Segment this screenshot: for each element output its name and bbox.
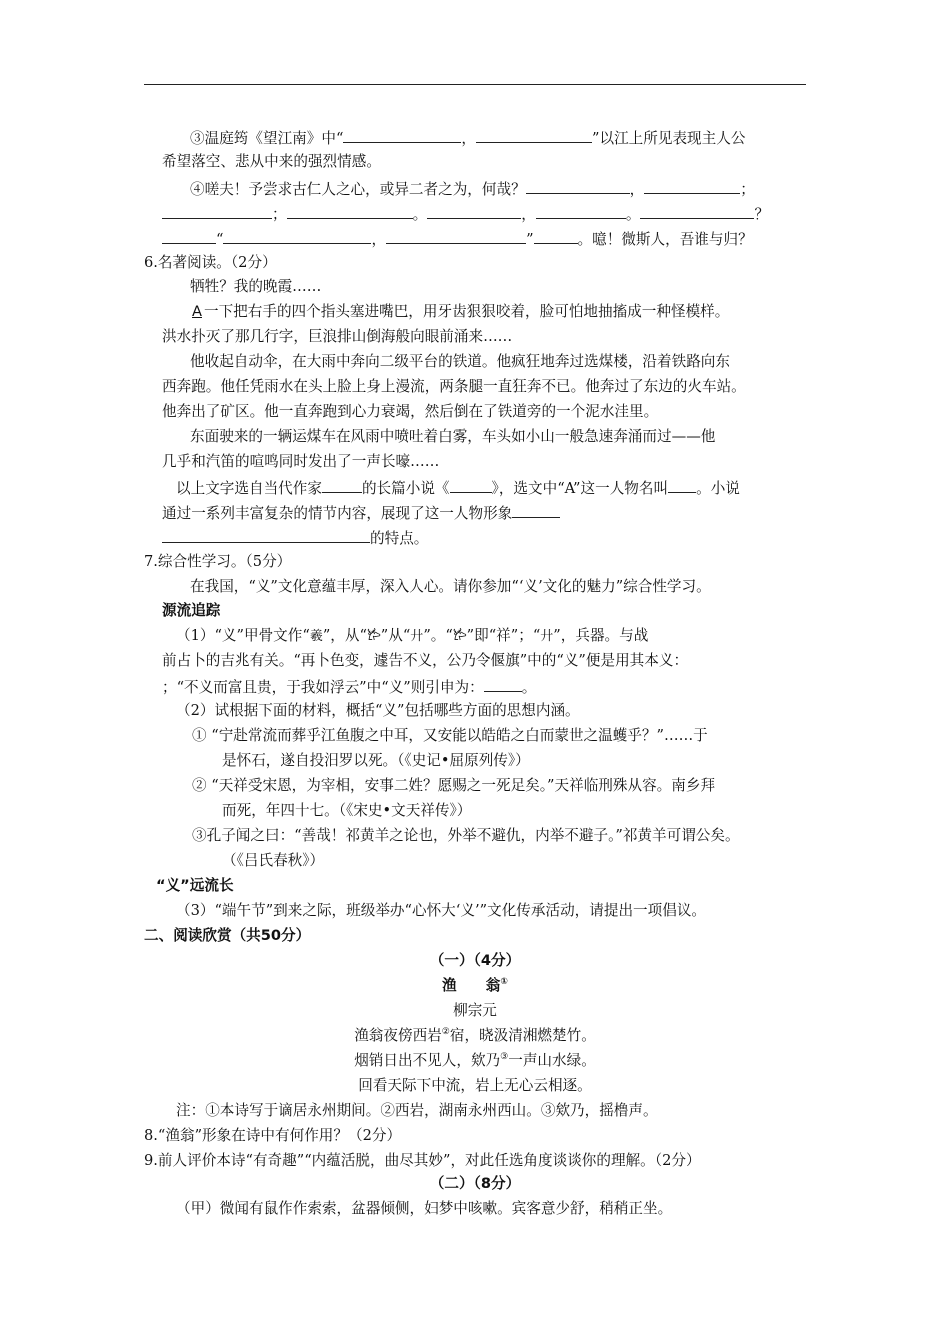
footnote-mark: ① bbox=[500, 977, 508, 988]
sheep-glyph-icon: 𐂂 bbox=[452, 629, 467, 644]
answer-blank[interactable] bbox=[450, 477, 492, 493]
text: ， bbox=[461, 130, 477, 147]
answer-blank[interactable] bbox=[536, 203, 626, 219]
answer-blank[interactable] bbox=[640, 203, 754, 219]
text: ” bbox=[526, 231, 534, 248]
q7-material1-line1: ① “宁赴常流而葬乎江鱼腹之中耳，又安能以皓皓之白而蒙世之温蠖乎？”……于 bbox=[192, 727, 708, 744]
header-rule bbox=[144, 84, 806, 85]
part2-sub2-heading: （二）（8分） bbox=[429, 1175, 521, 1192]
q6-para2-line1 bbox=[190, 302, 729, 322]
text: ， bbox=[371, 231, 387, 248]
poem-notes: 注：①本诗写于谪居永州期间。②西岩，湖南永州西山。③欸乃，摇橹声。 bbox=[176, 1102, 658, 1119]
text: 宿，晓汲清湘燃楚竹。 bbox=[449, 1027, 596, 1044]
q7-material2-line2: 而死，年四十七。（《宋史•文天祥传》） bbox=[222, 802, 472, 819]
q7-s1-line3 bbox=[162, 676, 536, 698]
q6-para1: 牺牲？我的晚霞…… bbox=[190, 278, 322, 295]
q7-s1-line1 bbox=[176, 626, 648, 647]
text: 》，选文中“A”这一人物名叫 bbox=[491, 480, 669, 497]
answer-blank[interactable] bbox=[287, 203, 413, 219]
footnote-mark: ② bbox=[441, 1027, 450, 1038]
oracle-bone-glyph-icon: 羲 bbox=[309, 629, 323, 644]
footnote-mark: ③ bbox=[500, 1052, 509, 1063]
text: ③温庭筠《望江南》中“ bbox=[190, 130, 344, 147]
answer-blank[interactable] bbox=[526, 178, 630, 194]
q6-para3-line3: 他奔出了矿区。他一直奔跑到心力衰竭，然后倒在了铁道旁的一个泥水洼里。 bbox=[162, 403, 659, 420]
text: 。 bbox=[412, 206, 428, 223]
q7-section-source: 源流追踪 bbox=[162, 602, 221, 619]
q7-s2: （2）试根据下面的材料，概括“义”包括哪些方面的思想内涵。 bbox=[176, 702, 580, 719]
q6-heading: 6.名著阅读。（2分） bbox=[144, 254, 277, 271]
text: ； bbox=[740, 181, 755, 198]
text: ”即“祥”；“ bbox=[466, 627, 541, 644]
weapon-glyph-icon: 廾 bbox=[410, 629, 424, 644]
answer-blank[interactable] bbox=[162, 527, 370, 543]
answer-blank[interactable] bbox=[386, 228, 526, 244]
q6-task-line2 bbox=[162, 502, 560, 524]
text: “ bbox=[216, 231, 224, 248]
text: ④嗟夫！予尝求古仁人之心，或异二者之为，何哉？ bbox=[190, 181, 526, 198]
q6-task-line3 bbox=[162, 527, 428, 549]
text: ”，从“ bbox=[322, 627, 367, 644]
text: 渔 翁 bbox=[441, 977, 501, 994]
answer-blank[interactable] bbox=[484, 676, 522, 692]
q7-material3-line1: ③孔子闻之曰：“善哉！祁黄羊之论也，外举不避仇，内举不避子。”祁黄羊可谓公矣。 bbox=[192, 827, 740, 844]
q7-s1-line2: 前占卜的吉兆有关。“再卜色变，遽告不义，公乃令偃旗”中的“义”便是用其本义： bbox=[162, 652, 689, 669]
text: 通过一系列丰富复杂的情节内容，展现了这一人物形象 bbox=[162, 505, 513, 522]
text: ， bbox=[629, 181, 645, 198]
part2-sub1-heading: （一）（4分） bbox=[429, 952, 521, 969]
answer-blank[interactable] bbox=[512, 502, 560, 518]
text: ；“不义而富且贵，于我如浮云”中“义”则引申为： bbox=[162, 679, 484, 696]
poem-line-1 bbox=[0, 1026, 950, 1046]
q8: 8.“渔翁”形象在诗中有何作用？（2分） bbox=[144, 1127, 402, 1144]
q7-material1-line2: 是怀石，遂自投汨罗以死。（《史记•屈原列传》） bbox=[222, 752, 530, 769]
q5-item4-line2 bbox=[162, 203, 769, 225]
q5-item4-line1 bbox=[190, 178, 755, 200]
q5-item3-line2: 希望落空、悲从中来的强烈情感。 bbox=[162, 153, 381, 170]
text: ； bbox=[272, 206, 287, 223]
q6-para4-line1: 东面驶来的一辆运煤车在风雨中喷吐着白雾，车头如小山一般急速奔涌而过——他 bbox=[190, 428, 716, 445]
character-mark: A bbox=[192, 303, 202, 320]
q7-material2-line1: ② “天祥受宋恩，为宰相，安事二姓？愿赐之一死足矣。”天祥临刑殊从容。南乡拜 bbox=[192, 777, 716, 794]
poem-line-2 bbox=[0, 1051, 950, 1071]
text: 。小说 bbox=[696, 480, 740, 497]
weapon-glyph-icon: 廾 bbox=[540, 629, 554, 644]
text: 一下把右手的四个指头塞进嘴巴，用牙齿狠狠咬着，脸可怕地抽搐成一种怪模样。 bbox=[203, 303, 730, 320]
text: ”，兵器。与战 bbox=[553, 627, 649, 644]
text: ”。“ bbox=[423, 627, 453, 644]
sheep-glyph-icon: 𐂂 bbox=[366, 629, 381, 644]
answer-blank[interactable] bbox=[162, 228, 216, 244]
answer-blank[interactable] bbox=[322, 477, 362, 493]
answer-blank[interactable] bbox=[644, 178, 740, 194]
text: 的特点。 bbox=[370, 530, 429, 547]
q7-intro: 在我国，“义”文化意蕴丰厚，深入人心。请你参加“‘义’文化的魅力”综合性学习。 bbox=[190, 578, 711, 595]
answer-blank[interactable] bbox=[476, 127, 592, 143]
answer-blank[interactable] bbox=[343, 127, 461, 143]
text: 。 bbox=[521, 679, 537, 696]
text: 的长篇小说《 bbox=[361, 480, 450, 497]
poem-title bbox=[0, 976, 950, 996]
text: 以上文字选自当代作家 bbox=[176, 480, 322, 497]
text: （1）“义”甲骨文作“ bbox=[176, 627, 310, 644]
q7-section-legacy: “义”远流长 bbox=[156, 877, 234, 894]
q7-heading: 7.综合性学习。（5分） bbox=[144, 553, 292, 570]
answer-blank[interactable] bbox=[223, 228, 371, 244]
q9: 9.前人评价本诗“有奇趣”“内蕴活脱，曲尽其妙”，对此任选角度谈谈你的理解。（2分） bbox=[144, 1152, 701, 1169]
text: ？ bbox=[754, 206, 770, 223]
answer-blank[interactable] bbox=[162, 203, 272, 219]
q6-para3-line1: 他收起自动伞，在大雨中奔向二级平台的铁道。他疯狂地奔过选煤楼，沿着铁路向东 bbox=[190, 353, 730, 370]
text: ”以江上所见表现主人公 bbox=[592, 130, 746, 147]
text: 一声山水绿。 bbox=[508, 1052, 596, 1069]
q7-s3: （3）“端午节”到来之际，班级举办“心怀大‘义’”文化传承活动，请提出一项倡议。 bbox=[176, 902, 707, 919]
q6-para2-line2: 洪水扑灭了那几行字，巨浪排山倒海般向眼前涌来…… bbox=[162, 328, 513, 345]
text: 烟销日出不见人，欸乃 bbox=[354, 1052, 501, 1069]
text: 。 bbox=[625, 206, 641, 223]
q5-item3-line1 bbox=[190, 127, 745, 149]
text: ， bbox=[521, 206, 536, 223]
q6-para4-line2: 几乎和汽笛的喧鸣同时发出了一声长嚎…… bbox=[162, 453, 440, 470]
text: 。噫！微斯人，吾谁与归？ bbox=[577, 231, 753, 248]
q7-material3-line2: （《吕氏春秋》） bbox=[222, 852, 325, 869]
passage-jia: （甲）微闻有鼠作作索索，盆器倾侧，妇梦中咳嗽。宾客意少舒，稍稍正坐。 bbox=[176, 1200, 673, 1217]
poem-line-3: 回看天际下中流，岩上无心云相逐。 bbox=[358, 1077, 592, 1094]
q6-para3-line2: 西奔跑。他任凭雨水在头上脸上身上漫流，两条腿一直狂奔不已。他奔过了东边的火车站。 bbox=[162, 378, 746, 395]
q5-item4-line3 bbox=[162, 228, 753, 250]
text: 渔翁夜傍西岩 bbox=[354, 1027, 442, 1044]
answer-blank[interactable] bbox=[427, 203, 521, 219]
q6-task-line1 bbox=[176, 477, 740, 499]
answer-blank[interactable] bbox=[534, 228, 578, 244]
text: ”从“ bbox=[380, 627, 411, 644]
part2-heading: 二、阅读欣赏（共50分） bbox=[144, 927, 311, 944]
answer-blank[interactable] bbox=[668, 477, 696, 493]
poem-author: 柳宗元 bbox=[453, 1002, 497, 1019]
